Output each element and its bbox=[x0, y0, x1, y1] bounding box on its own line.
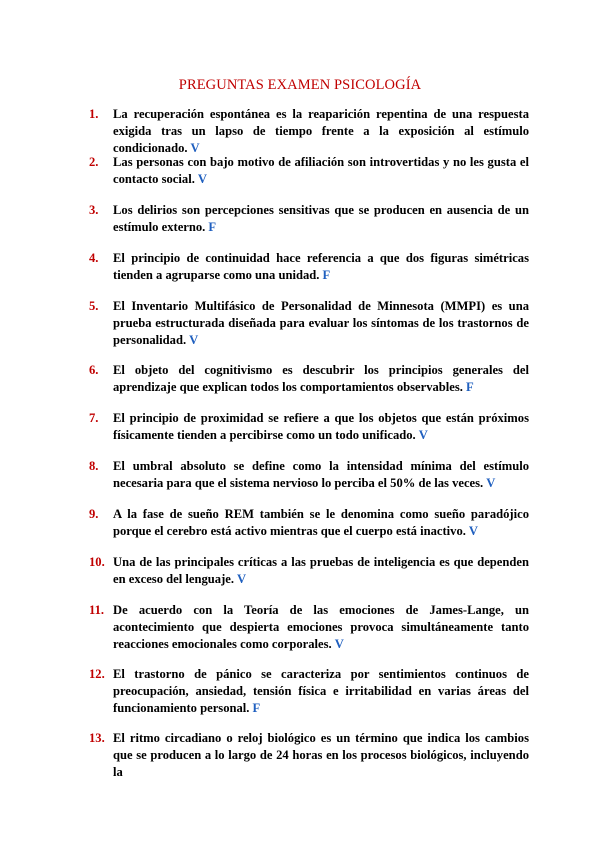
question-text: La recuperación espontánea es la reaparición repentina de una respuesta exigida tras un lapso de tiempo frente a la exposición al estímulo condicionado. bbox=[113, 107, 529, 155]
question-item bbox=[89, 602, 529, 653]
question-item bbox=[89, 202, 529, 236]
question-item bbox=[89, 106, 529, 157]
answer-mark: V bbox=[190, 141, 200, 155]
question-text-block bbox=[113, 298, 529, 349]
question-text-block bbox=[113, 506, 529, 540]
question-text-block bbox=[113, 106, 529, 157]
question-item bbox=[89, 410, 529, 444]
question-text: El objeto del cognitivismo es descubrir los principios generales del aprendizaje que explican todos los comportamientos observables. bbox=[113, 363, 529, 394]
question-number: 9. bbox=[89, 507, 99, 521]
question-item bbox=[89, 666, 529, 717]
question-text: El principio de continuidad hace referencia a que dos figuras simétricas tienden a agruparse como una unidad. bbox=[113, 251, 529, 282]
page-title: PREGUNTAS EXAMEN PSICOLOGÍA bbox=[178, 77, 422, 93]
answer-mark: F bbox=[465, 380, 474, 394]
question-number: 2. bbox=[89, 155, 99, 169]
question-text-block bbox=[113, 602, 529, 653]
question-number: 1. bbox=[89, 107, 99, 121]
answer-mark: V bbox=[334, 637, 344, 651]
question-text: El trastorno de pánico se caracteriza por sentimientos continuos de preocupación, ansiedad, tensión física e irritabilidad en varias áreas del funcionamiento personal. bbox=[113, 667, 529, 715]
question-item bbox=[89, 730, 529, 781]
question-number: 11. bbox=[89, 603, 105, 617]
question-number: 10. bbox=[89, 555, 105, 569]
question-text: El umbral absoluto se define como la intensidad mínima del estímulo necesaria para que el sistema nervioso lo perciba el 50% de las veces. bbox=[113, 459, 529, 490]
question-text-block bbox=[113, 362, 529, 396]
question-number: 5. bbox=[89, 299, 99, 313]
answer-mark: V bbox=[468, 524, 479, 538]
question-text-block bbox=[113, 730, 529, 781]
question-item bbox=[89, 506, 529, 540]
question-item bbox=[89, 554, 529, 588]
question-text-block bbox=[113, 154, 529, 188]
question-text: El principio de proximidad se refiere a que los objetos que están próximos físicamente tienden a percibirse como un todo unificado. bbox=[113, 411, 529, 442]
question-number: 6. bbox=[89, 363, 99, 377]
question-number: 4. bbox=[89, 251, 99, 265]
answer-mark: V bbox=[237, 572, 247, 586]
question-item bbox=[89, 154, 529, 188]
answer-mark: V bbox=[189, 333, 199, 347]
answer-mark: F bbox=[208, 220, 217, 234]
question-number: 7. bbox=[89, 411, 99, 425]
answer-mark: V bbox=[418, 428, 428, 442]
question-text: Una de las principales críticas a las pruebas de inteligencia es que dependen en exceso del lenguaje. bbox=[113, 555, 529, 586]
question-item bbox=[89, 458, 529, 492]
answer-mark: V bbox=[197, 172, 207, 186]
question-text-block bbox=[113, 410, 529, 444]
answer-mark: F bbox=[252, 701, 261, 715]
answer-mark: V bbox=[486, 476, 496, 490]
question-text-block bbox=[113, 554, 529, 588]
question-text-block bbox=[113, 250, 529, 284]
question-text-block bbox=[113, 458, 529, 492]
answer-mark: F bbox=[322, 268, 331, 282]
question-text: Las personas con bajo motivo de afiliación son introvertidas y no les gusta el contacto social. bbox=[113, 155, 529, 186]
question-item bbox=[89, 298, 529, 349]
question-number: 8. bbox=[89, 459, 99, 473]
question-text: De acuerdo con la Teoría de las emociones de James-Lange, un acontecimiento que despierta emociones provoca simultáneamente tanto reacciones emocionales como corporales. bbox=[113, 603, 529, 651]
question-text-block bbox=[113, 666, 529, 717]
question-text-block bbox=[113, 202, 529, 236]
question-number: 12. bbox=[89, 667, 105, 681]
question-number: 3. bbox=[89, 203, 99, 217]
question-item bbox=[89, 250, 529, 284]
question-text: El ritmo circadiano o reloj biológico es un término que indica los cambios que se producen a lo largo de 24 horas en los procesos biológicos, incluyendo la bbox=[113, 731, 529, 779]
question-number: 13. bbox=[89, 731, 105, 745]
question-text: El Inventario Multifásico de Personalidad de Minnesota (MMPI) es una prueba estructurada diseñada para evaluar los síntomas de los trastornos de personalidad. bbox=[113, 299, 529, 347]
question-text: A la fase de sueño REM también se le denomina como sueño paradójico porque el cerebro está activo mientras que el cuerpo está inactivo. bbox=[113, 507, 529, 538]
question-text: Los delirios son percepciones sensitivas que se producen en ausencia de un estímulo externo. bbox=[113, 203, 529, 234]
question-item bbox=[89, 362, 529, 396]
